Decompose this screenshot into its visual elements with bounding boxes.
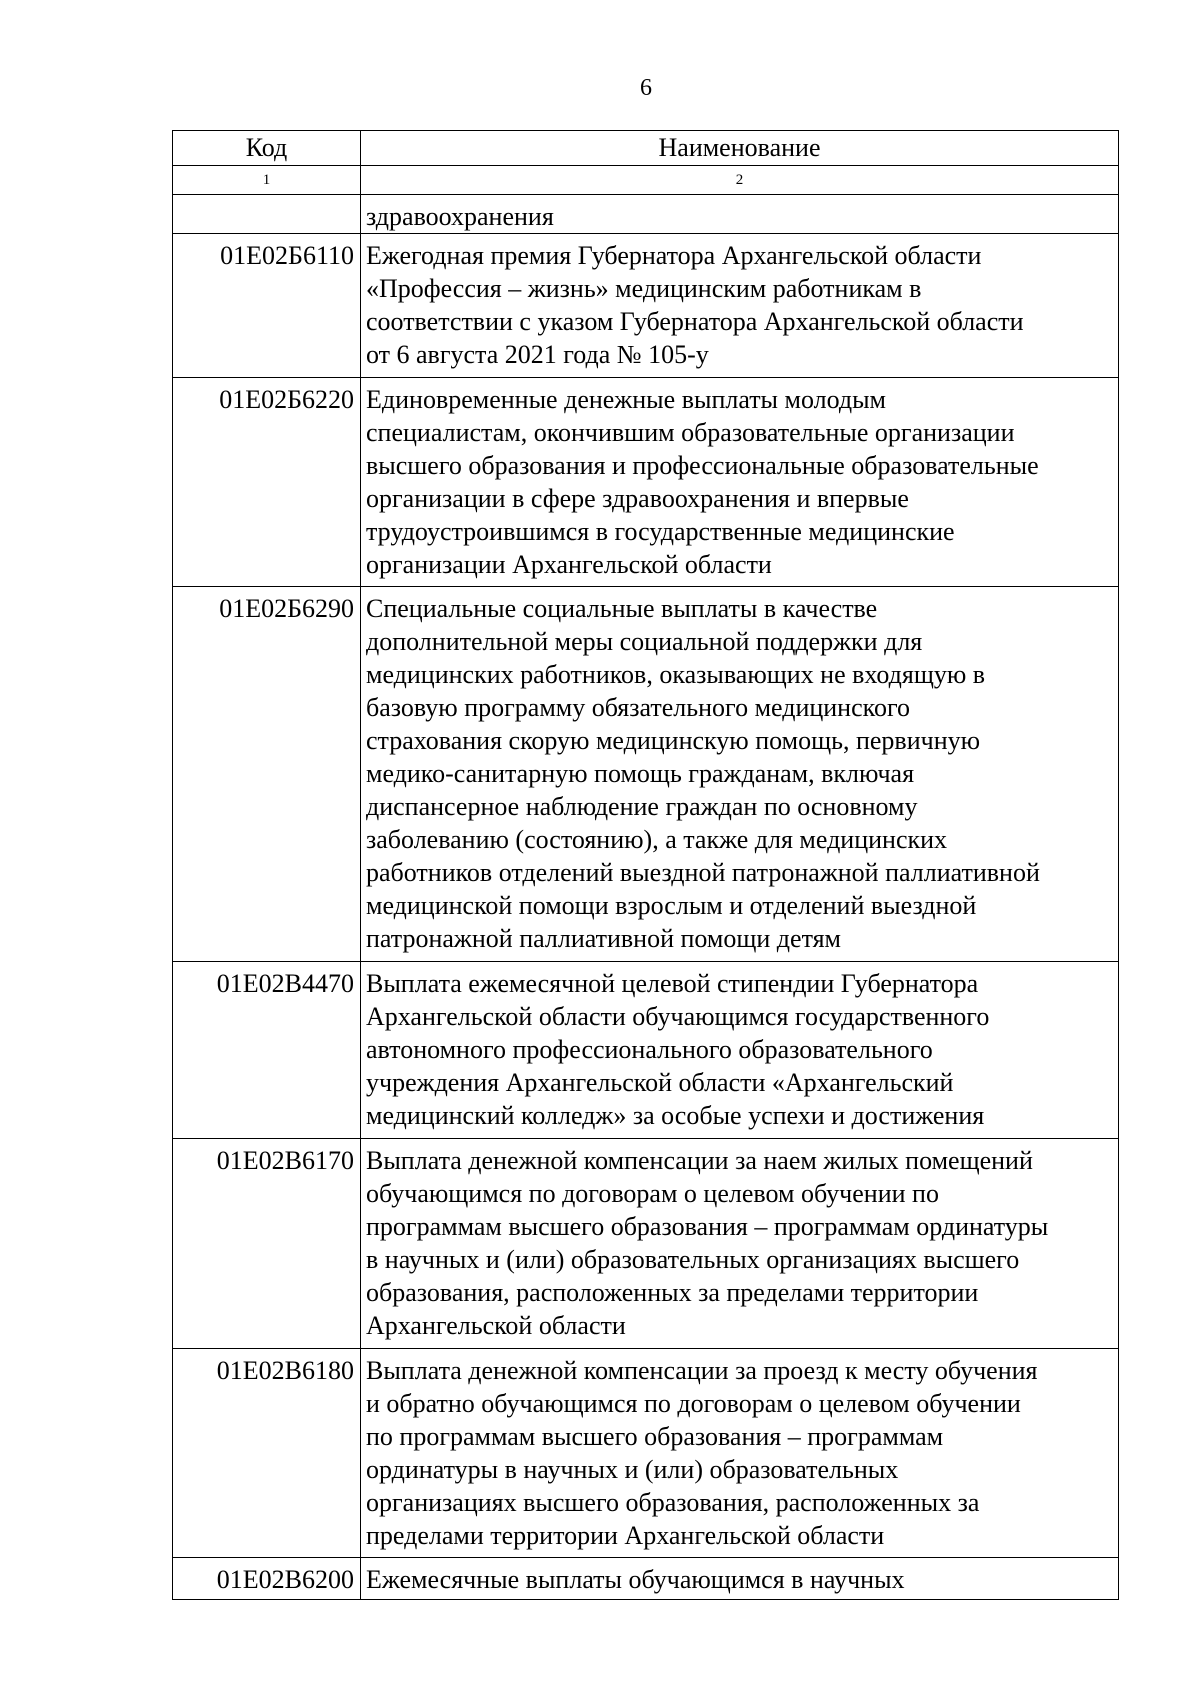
row-name-line: организации Архангельской области bbox=[366, 550, 772, 579]
row-name-line: работников отделений выездной патронажной паллиативной bbox=[366, 858, 1040, 887]
header-code: Код bbox=[173, 131, 361, 166]
row-name-line: автономного профессионального образовательного bbox=[366, 1035, 933, 1064]
row-name-line: образования, расположенных за пределами территории bbox=[366, 1278, 979, 1307]
row-name-line: диспансерное наблюдение граждан по основному bbox=[366, 792, 918, 821]
row-name-line: программам высшего образования – программам ординатуры bbox=[366, 1212, 1049, 1241]
row-name-line: страхования скорую медицинскую помощь, первичную bbox=[366, 726, 981, 755]
row-name-line: «Профессия – жизнь» медицинским работникам в bbox=[366, 274, 922, 303]
row-name-line: организациях высшего образования, расположенных за bbox=[366, 1488, 980, 1517]
row-name bbox=[361, 195, 1119, 234]
row-code bbox=[173, 195, 361, 234]
row-name-line: в научных и (или) образовательных организациях высшего bbox=[366, 1245, 1020, 1274]
row-name-line: здравоохранения bbox=[366, 202, 554, 231]
row-name-line: учреждения Архангельской области «Архангельский bbox=[366, 1068, 954, 1097]
row-name-line: патронажной паллиативной помощи детям bbox=[366, 924, 842, 953]
row-name-line: Ежегодная премия Губернатора Архангельской области bbox=[366, 241, 982, 270]
row-name-line: медицинский колледж» за особые успехи и достижения bbox=[366, 1101, 985, 1130]
budget-code-table bbox=[172, 130, 1119, 1600]
row-name-line: медицинских работников, оказывающих не входящую в bbox=[366, 660, 986, 689]
row-name-line: высшего образования и профессиональные образовательные bbox=[366, 451, 1039, 480]
row-name-line: дополнительной меры социальной поддержки для bbox=[366, 627, 923, 656]
page-number: 6 bbox=[640, 75, 652, 101]
table-row bbox=[173, 195, 1119, 234]
row-name bbox=[361, 1139, 1119, 1349]
row-code: 01Е02В6170 bbox=[173, 1139, 361, 1349]
row-name-line: Архангельской области bbox=[366, 1311, 626, 1340]
table-row bbox=[173, 1349, 1119, 1558]
row-name-line: медико-санитарную помощь гражданам, включая bbox=[366, 759, 915, 788]
row-name-line: заболеванию (состоянию), а также для медицинских bbox=[366, 825, 948, 854]
row-name bbox=[361, 1558, 1119, 1600]
row-name-line: Выплата денежной компенсации за наем жилых помещений bbox=[366, 1146, 1033, 1175]
row-name-line: от 6 августа 2021 года № 105-у bbox=[366, 340, 709, 369]
column-number-row bbox=[173, 166, 1119, 195]
table-row bbox=[173, 234, 1119, 378]
table-row bbox=[173, 1139, 1119, 1349]
row-code: 01Е02В4470 bbox=[173, 962, 361, 1139]
row-name-line: по программам высшего образования – программам bbox=[366, 1422, 944, 1451]
header-name: Наименование bbox=[361, 131, 1119, 166]
row-name-line: организации в сфере здравоохранения и впервые bbox=[366, 484, 909, 513]
row-code: 01Е02В6200 bbox=[173, 1558, 361, 1600]
row-name-line: Архангельской области обучающимся государственного bbox=[366, 1002, 990, 1031]
row-name bbox=[361, 962, 1119, 1139]
row-name-line: ординатуры в научных и (или) образовательных bbox=[366, 1455, 899, 1484]
row-name-line: обучающимся по договорам о целевом обучении по bbox=[366, 1179, 939, 1208]
table-row bbox=[173, 587, 1119, 962]
header-row bbox=[173, 131, 1119, 166]
row-code: 01Е02Б6290 bbox=[173, 587, 361, 962]
row-name-line: базовую программу обязательного медицинского bbox=[366, 693, 910, 722]
row-name-line: соответствии с указом Губернатора Архангельской области bbox=[366, 307, 1024, 336]
row-name-line: и обратно обучающимся по договорам о целевом обучении bbox=[366, 1389, 1021, 1418]
column-number-1: 1 bbox=[173, 166, 361, 195]
row-code: 01Е02В6180 bbox=[173, 1349, 361, 1558]
row-name-line: Ежемесячные выплаты обучающимся в научных bbox=[366, 1565, 905, 1594]
row-code: 01Е02Б6110 bbox=[173, 234, 361, 378]
row-name-line: Выплата денежной компенсации за проезд к месту обучения bbox=[366, 1356, 1038, 1385]
row-name-line: трудоустроившимся в государственные медицинские bbox=[366, 517, 955, 546]
row-name bbox=[361, 587, 1119, 962]
row-code: 01Е02Б6220 bbox=[173, 378, 361, 587]
row-name bbox=[361, 234, 1119, 378]
table-row bbox=[173, 962, 1119, 1139]
row-name bbox=[361, 378, 1119, 587]
table-row bbox=[173, 1558, 1119, 1600]
row-name-line: специалистам, окончившим образовательные организации bbox=[366, 418, 1015, 447]
row-name-line: Специальные социальные выплаты в качестве bbox=[366, 594, 878, 623]
row-name bbox=[361, 1349, 1119, 1558]
table-row bbox=[173, 378, 1119, 587]
row-name-line: пределами территории Архангельской области bbox=[366, 1521, 885, 1550]
row-name-line: медицинской помощи взрослым и отделений выездной bbox=[366, 891, 977, 920]
row-name-line: Выплата ежемесячной целевой стипендии Губернатора bbox=[366, 969, 979, 998]
row-name-line: Единовременные денежные выплаты молодым bbox=[366, 385, 887, 414]
column-number-2: 2 bbox=[361, 166, 1119, 195]
